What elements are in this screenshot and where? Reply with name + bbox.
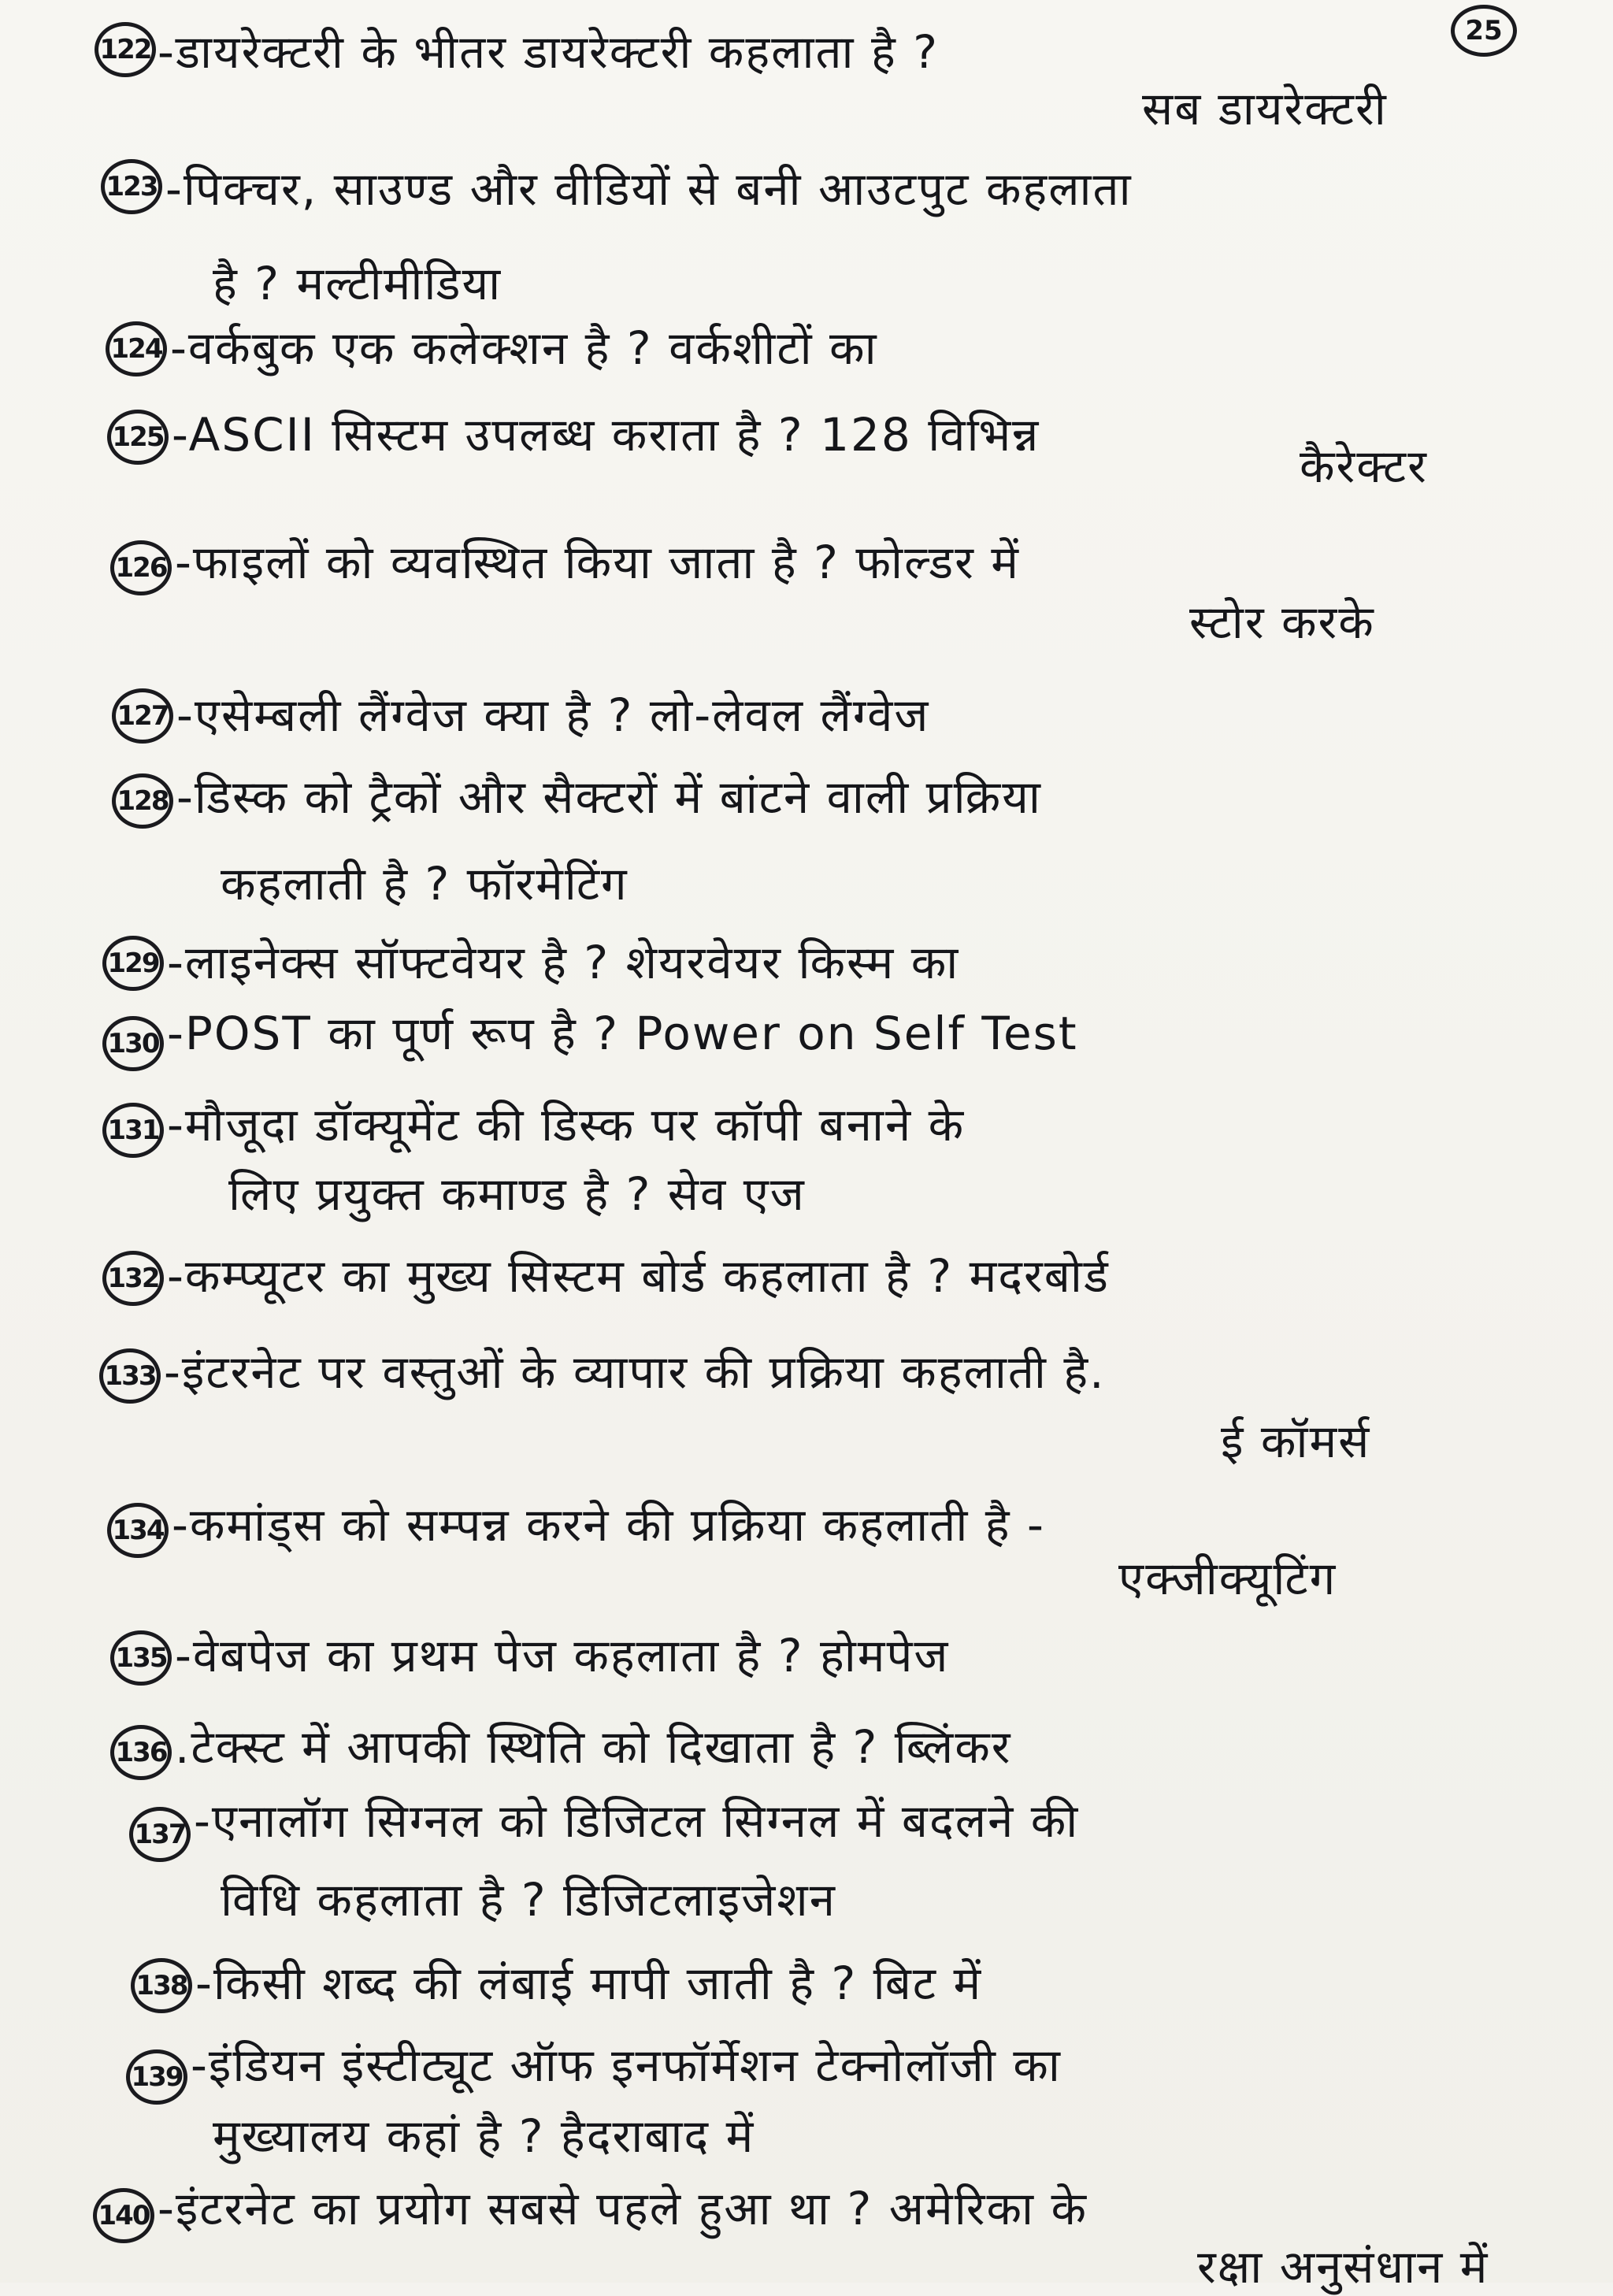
question-number: 132 [102, 1251, 164, 1306]
question-number: 135 [110, 1630, 172, 1686]
answer-text: एक्जीक्यूटिंग [1118, 1552, 1337, 1605]
question-text: -एसेम्बली लैंग्वेज क्या है ? लो-लेवल लैंग्वेज [176, 688, 930, 742]
question-text: -डिस्क को ट्रैकों और सैक्टरों में बांटने वाली प्रक्रिया [176, 770, 1042, 824]
question-number: 125 [107, 410, 169, 465]
question-number: 136 [110, 1725, 172, 1780]
question-number: 127 [112, 688, 173, 744]
question-number: 124 [106, 321, 167, 376]
question-text: -वेबपेज का प्रथम पेज कहलाता है ? होमपेज [175, 1629, 950, 1682]
question-number: 139 [126, 2049, 187, 2105]
question-text: -फाइलों को व्यवस्थित किया जाता है ? फोल्डर में [175, 536, 1020, 589]
question-text-continued: विधि कहलाता है ? डिजिटलाइजेशन [221, 1873, 836, 1927]
question-number: 131 [102, 1103, 164, 1158]
question-number: 122 [95, 22, 156, 77]
question-text: .टेक्स्ट में आपकी स्थिति को दिखाता है ? ब्लिंकर [175, 1720, 1012, 1774]
question-text-continued: लिए प्रयुक्त कमाण्ड है ? सेव एज [228, 1167, 806, 1221]
question-text: -कमांड्स को सम्पन्न करने की प्रक्रिया कहलाती है - [172, 1498, 1045, 1552]
answer-text: कैरेक्टर [1300, 440, 1428, 493]
question-number: 137 [129, 1807, 191, 1862]
question-number: 140 [93, 2188, 154, 2243]
question-text: -ASCII सिस्टम उपलब्ध कराता है ? 128 विभिन्न [172, 408, 1040, 462]
question-number: 128 [112, 773, 173, 829]
question-text-continued: है ? मल्टीमीडिया [213, 257, 502, 310]
page-number: 25 [1451, 5, 1517, 57]
question-text: -एनालॉग सिग्नल को डिजिटल सिग्नल में बदलने की [194, 1794, 1080, 1848]
question-text: -पिक्चर, साउण्ड और वीडियों से बनी आउटपुट कहलाता [165, 162, 1133, 216]
question-text: -वर्कबुक एक कलेक्शन है ? वर्कशीटों का [170, 321, 878, 375]
question-text-continued: मुख्यालय कहां है ? हैदराबाद में [213, 2109, 755, 2163]
question-text-continued: कहलाती है ? फॉरमेटिंग [221, 857, 629, 911]
question-text: -कम्प्यूटर का मुख्य सिस्टम बोर्ड कहलाता है ? मदरबोर्ड [167, 1249, 1110, 1303]
question-text: -इंटरनेट पर वस्तुओं के व्यापार की प्रक्रिया कहलाती है. [164, 1345, 1106, 1399]
question-number: 130 [102, 1016, 164, 1071]
question-number: 129 [102, 936, 164, 991]
answer-text: रक्षा अनुसंधान में [1197, 2240, 1489, 2294]
question-number: 138 [131, 1958, 192, 2013]
question-text: -POST का पूर्ण रूप है ? Power on Self Test [167, 1007, 1078, 1060]
question-text: -मौजूदा डॉक्यूमेंट की डिस्क पर कॉपी बनाने के [167, 1098, 966, 1152]
question-text: -इंटरनेट का प्रयोग सबसे पहले हुआ था ? अमेरिका के [158, 2182, 1088, 2235]
question-number: 123 [101, 159, 162, 214]
question-text: -लाइनेक्स सॉफ्टवेयर है ? शेयरवेयर किस्म का [167, 936, 960, 989]
question-text: -डायरेक्टरी के भीतर डायरेक्टरी कहलाता है ? [158, 25, 940, 79]
answer-text: ई कॉमर्स [1221, 1415, 1371, 1468]
answer-text: स्टोर करके [1189, 595, 1375, 649]
question-number: 126 [110, 540, 172, 595]
question-number: 133 [99, 1348, 161, 1404]
question-text: -इंडियन इंस्टीट्यूट ऑफ इनफॉर्मेशन टेक्नोलॉजी का [191, 2038, 1062, 2092]
question-text: -किसी शब्द की लंबाई मापी जाती है ? बिट में [195, 1957, 983, 2010]
question-number: 134 [107, 1503, 169, 1558]
answer-text: सब डायरेक्टरी [1142, 82, 1388, 135]
